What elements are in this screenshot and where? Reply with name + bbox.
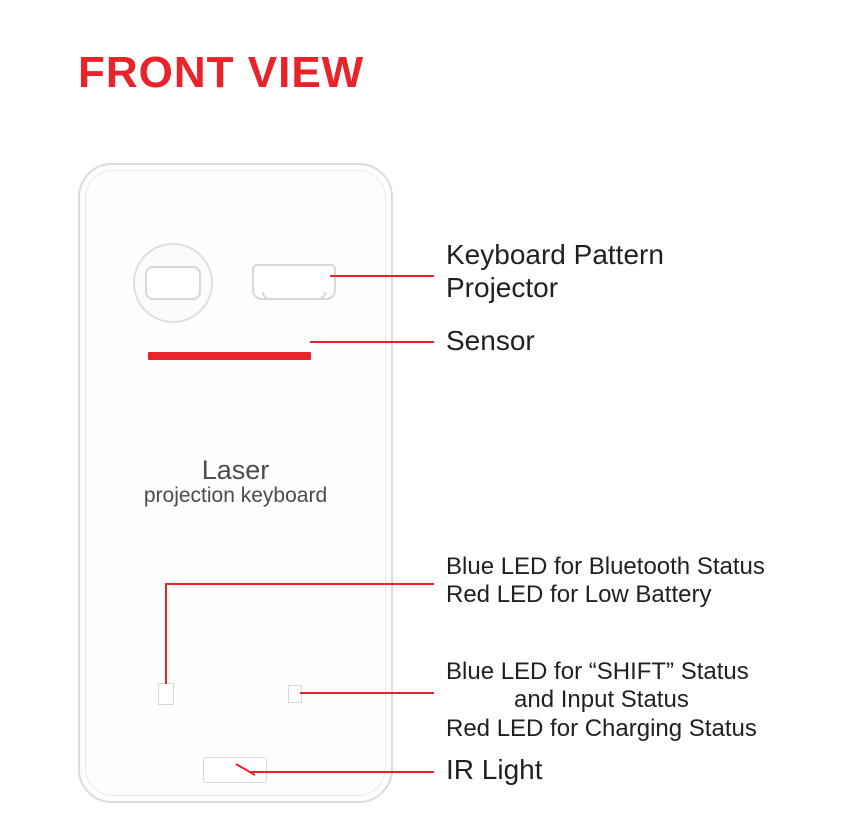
callout-label-bluetooth-battery bbox=[446, 553, 765, 610]
laser-beam-bar bbox=[148, 352, 311, 360]
sensor-window bbox=[145, 266, 201, 300]
callout-label-ir-light bbox=[446, 753, 543, 786]
leader-line-projector bbox=[330, 275, 434, 277]
leader-line-bluetooth-vertical bbox=[165, 583, 167, 684]
led-bluetooth-battery bbox=[158, 683, 174, 705]
callout-ir-line1: IR Light bbox=[446, 754, 543, 785]
callout-bluetooth-line1: Blue LED for Bluetooth Status bbox=[446, 553, 765, 580]
callout-shift-line2: and Input Status bbox=[514, 686, 689, 714]
page-title: FRONT VIEW bbox=[78, 48, 365, 97]
callout-label-projector bbox=[446, 238, 664, 304]
callout-label-sensor bbox=[446, 324, 535, 357]
callout-bluetooth-line2: Red LED for Low Battery bbox=[446, 581, 712, 609]
ir-light-window bbox=[203, 757, 267, 783]
callout-label-shift-charging bbox=[446, 658, 757, 743]
callout-projector-line2: Projector bbox=[446, 272, 559, 304]
leader-line-shift bbox=[300, 692, 434, 694]
callout-sensor-line1: Sensor bbox=[446, 325, 535, 356]
callout-shift-line3: Red LED for Charging Status bbox=[446, 714, 757, 742]
device-brand-sub: projection keyboard bbox=[143, 484, 328, 507]
leader-line-sensor bbox=[310, 341, 434, 343]
callout-shift-line1: Blue LED for “SHIFT” Status bbox=[446, 658, 749, 685]
leader-line-bluetooth-horizontal bbox=[165, 583, 434, 585]
keyboard-pattern-projector-window bbox=[252, 264, 336, 300]
led-shift-charging bbox=[288, 685, 302, 703]
device-brand-main: Laser bbox=[201, 455, 270, 485]
leader-line-ir bbox=[250, 771, 434, 773]
callout-projector-line1: Keyboard Pattern bbox=[446, 239, 664, 270]
